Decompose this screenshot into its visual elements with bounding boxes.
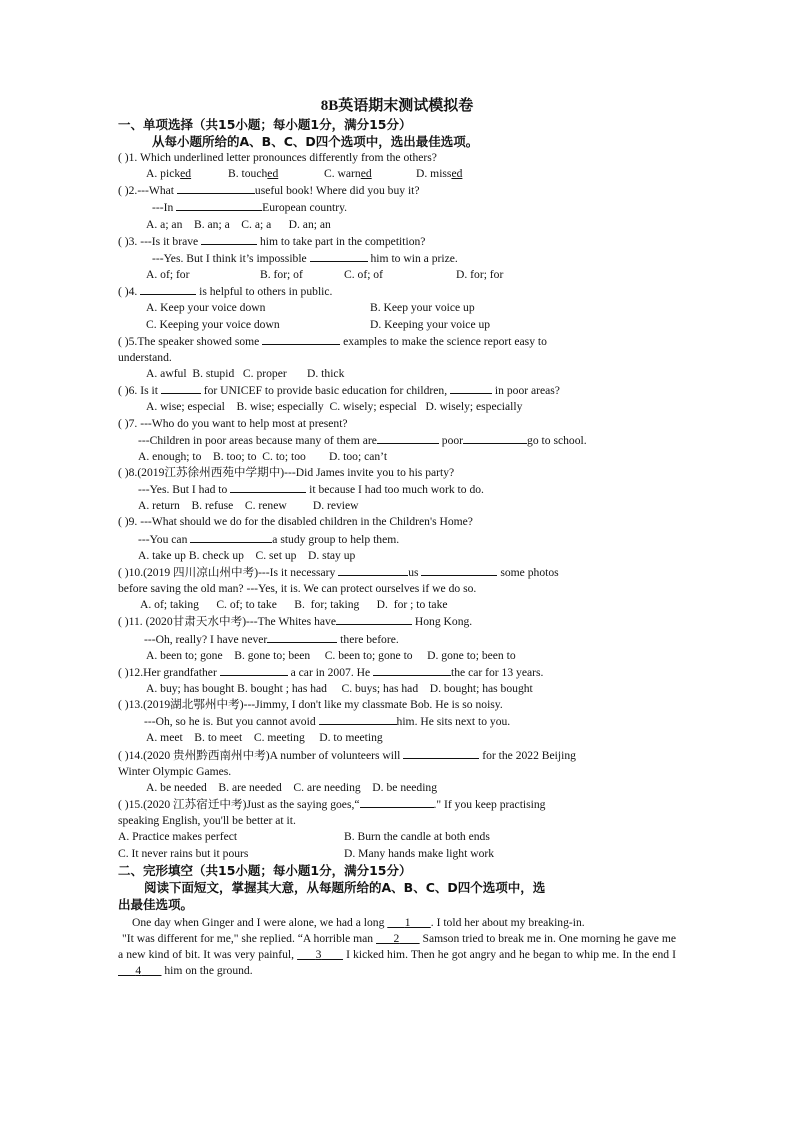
- question-stem: ( )7. ---Who do you want to help most at present?: [118, 416, 348, 430]
- question-stem-continued: before saving the old man? ---Yes, it is. We can protect ourselves if we do so.: [118, 582, 477, 596]
- question-15: [118, 796, 676, 862]
- question-stem: ( )14.(2020 贵州黔西南州中考)A number of volunteers will for the 2022 Beijing: [118, 748, 576, 762]
- question-reply: ---Yes. But I had to it because I had too much work to do.: [138, 483, 484, 497]
- question-stem: ( )3. ---Is it brave him to take part in the competition?: [118, 234, 426, 248]
- option-c: C. of; of: [344, 268, 383, 282]
- option-d: D. for; for: [456, 268, 504, 282]
- answer-blank: [463, 432, 527, 444]
- answer-blank: [190, 531, 272, 543]
- answer-blank: [403, 747, 479, 759]
- option-d: D. Many hands make light work: [344, 846, 495, 860]
- options-row: [118, 267, 676, 283]
- exam-page: [118, 96, 676, 979]
- answer-blank: [336, 613, 412, 625]
- underlined-letters: ed: [360, 167, 372, 181]
- question-stem: ( )9. ---What should we do for the disabled children in the Children's Home?: [118, 515, 473, 529]
- page-title: 8B英语期末测试模拟卷: [320, 98, 474, 114]
- question-reply: ---Yes. But I think it’s impossible him to win a prize.: [152, 251, 458, 265]
- question-9: [118, 514, 676, 563]
- option-b: B. Burn the candle at both ends: [344, 830, 490, 844]
- section-2-instruction: 阅读下面短文，掌握其大意，从每题所给的A、B、C、D四个选项中，选: [144, 879, 546, 895]
- question-stem: ( )1. Which underlined letter pronounces differently from the others?: [118, 151, 437, 164]
- section-2-heading: 二、完形填空（共15小题；每小题1分，满分15分）: [118, 862, 412, 878]
- cloze-blank-2: 2: [393, 931, 400, 945]
- option-c: C. warned: [324, 166, 416, 182]
- question-stem: ( )2.---What useful book! Where did you buy it?: [118, 184, 420, 198]
- question-reply: ---Oh, really? I have never there before.: [144, 632, 399, 646]
- option-b: B. for; of: [260, 268, 303, 282]
- question-stem: ( )8.(2019江苏徐州西苑中学期中)---Did James invite you to his party?: [118, 465, 455, 479]
- question-stem: ( )5.The speaker showed some examples to make the science report easy to: [118, 334, 547, 348]
- cloze-blank-4: 4: [135, 964, 142, 978]
- option-d: D. missed: [416, 166, 462, 182]
- underlined-letters: ed: [267, 167, 279, 181]
- passage-paragraph-2: "It was different for me," she replied. “A horrible man 2 Samson tried to break me in. One morning he gave me a new kind of bit. It was very painful, 3 I kicked him. Then he got angry and he began to whip me. In the end I 4 him on the ground.: [118, 931, 677, 978]
- answer-blank: [176, 199, 262, 211]
- options-row: A. awful B. stupid C. proper D. thick: [146, 367, 345, 381]
- options-row: A. return B. refuse C. renew D. review: [138, 499, 359, 513]
- question-stem: ( )10.(2019 四川凉山州中考)---Is it necessary us some photos: [118, 565, 559, 579]
- question-stem-continued: speaking English, you'll be better at it.: [118, 814, 296, 828]
- answer-blank: [310, 250, 368, 262]
- option-b: B. touched: [228, 166, 324, 182]
- options-row: A. be needed B. are needed C. are needing D. be needing: [146, 780, 438, 794]
- question-reply: ---Oh, so he is. But you cannot avoid him. He sits next to you.: [144, 715, 511, 729]
- option-a: A. picked: [146, 166, 228, 182]
- question-6: [118, 382, 676, 415]
- answer-blank: [421, 564, 497, 576]
- section-1-instruction: 从每小题所给的A、B、C、D四个选项中，选出最佳选项。: [152, 134, 479, 149]
- question-5: [118, 333, 676, 382]
- options-row: A. buy; has bought B. bought ; has had C. buys; has had D. bought; has bought: [146, 682, 533, 695]
- option-b: B. Keep your voice up: [370, 301, 475, 315]
- options-row: A. take up B. check up C. set up D. stay up: [138, 548, 356, 562]
- option-a: A. Keep your voice down: [146, 301, 266, 315]
- question-11: [118, 613, 676, 663]
- option-c: C. Keeping your voice down: [146, 317, 280, 331]
- options-row: A. been to; gone B. gone to; been C. been to; gone to D. gone to; been to: [146, 648, 516, 662]
- cloze-blank-3: 3: [315, 948, 322, 962]
- answer-blank: [319, 713, 397, 725]
- options-row: A. of; taking C. of; to take B. for; taking D. for ; to take: [140, 598, 448, 612]
- answer-blank: [262, 333, 340, 345]
- question-3: [118, 233, 676, 283]
- answer-blank: [338, 564, 408, 576]
- options-row: [118, 300, 676, 316]
- option-a: A. of; for: [146, 268, 190, 282]
- answer-blank: [230, 481, 306, 493]
- option-c: C. It never rains but it pours: [118, 846, 249, 860]
- options-row: A. meet B. to meet C. meeting D. to meeting: [146, 731, 383, 745]
- answer-blank: [161, 382, 201, 394]
- question-stem: ( )13.(2019湖北鄂州中考)---Jimmy, I don't like my classmate Bob. He is so noisy.: [118, 698, 503, 712]
- options-row: A. wise; especial B. wise; especially C. wisely; especial D. wisely; especially: [146, 400, 523, 414]
- question-reply: ---Children in poor areas because many of them are poor go to school.: [138, 433, 587, 447]
- options-row: [118, 166, 676, 182]
- answer-blank: [267, 631, 337, 643]
- options-row: A. a; an B. an; a C. a; a D. an; an: [146, 217, 331, 231]
- question-14: [118, 747, 676, 796]
- options-row: A. enough; to B. too; to C. to; too D. too; can’t: [138, 449, 388, 463]
- question-stem: ( )12.Her grandfather a car in 2007. He the car for 13 years.: [118, 665, 544, 679]
- underlined-letters: ed: [451, 167, 463, 181]
- question-stem-continued: Winter Olympic Games.: [118, 764, 232, 778]
- answer-blank: [177, 182, 255, 194]
- answer-blank: [360, 796, 434, 808]
- answer-blank: [450, 382, 492, 394]
- option-d: D. Keeping your voice up: [370, 317, 491, 331]
- question-12: [118, 664, 676, 697]
- question-7: [118, 416, 676, 465]
- question-4: [118, 283, 676, 332]
- question-13: [118, 697, 676, 746]
- question-stem-continued: understand.: [118, 350, 172, 364]
- question-1: [118, 150, 676, 182]
- question-2: [118, 182, 676, 232]
- answer-blank: [373, 664, 451, 676]
- question-reply: ---You can a study group to help them.: [138, 532, 400, 546]
- section-1-heading: 一、单项选择（共15小题；每小题1分，满分15分）: [118, 117, 412, 132]
- answer-blank: [377, 432, 439, 444]
- options-row: [118, 829, 676, 845]
- question-stem: ( )15.(2020 江苏宿迁中考)Just as the saying goes,“ ." If you keep practising: [118, 798, 546, 812]
- question-stem: ( )11. (2020甘肃天水中考)---The Whites have Hong Kong.: [118, 615, 473, 629]
- answer-blank: [201, 233, 257, 245]
- option-a: A. Practice makes perfect: [118, 830, 238, 844]
- passage-paragraph-1: One day when Ginger and I were alone, we had a long 1 . I told her about my breaking-in.: [132, 915, 585, 929]
- section-2-instruction-continued: 出最佳选项。: [118, 896, 194, 912]
- underlined-letters: ed: [180, 167, 192, 181]
- question-8: [118, 465, 676, 514]
- options-row: [118, 846, 676, 862]
- question-stem: ( )6. Is it for UNICEF to provide basic education for children, in poor areas?: [118, 384, 560, 398]
- options-row: [118, 317, 676, 333]
- answer-blank: [140, 283, 196, 295]
- cloze-blank-1: 1: [404, 915, 411, 929]
- question-reply: ---In European country.: [152, 201, 348, 215]
- question-stem: ( )4. is helpful to others in public.: [118, 285, 333, 299]
- question-10: [118, 564, 676, 613]
- answer-blank: [220, 664, 288, 676]
